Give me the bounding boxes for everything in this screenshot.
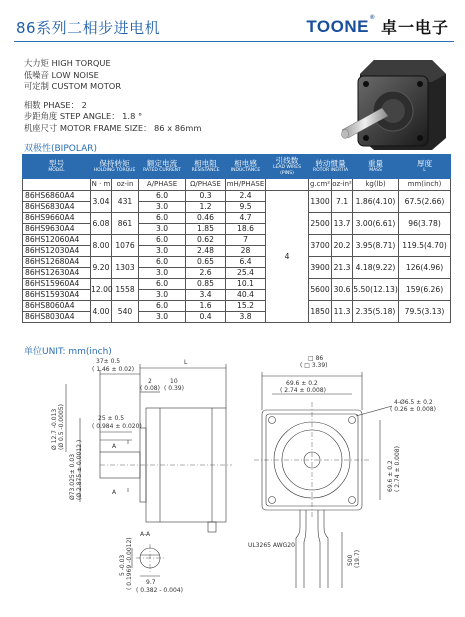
spec-table-header-row [23, 155, 451, 179]
dim-square-86-inch: ( □ 3.39) [300, 362, 328, 369]
cell-length: 119.5(4.70) [399, 235, 451, 257]
col-mass: 重量 MASS [353, 155, 399, 179]
unit-kg: kg(lb) [353, 179, 399, 191]
cell-resistance: 2.48 [186, 246, 226, 257]
drawing-unit-title: 单位UNIT: mm(inch) [24, 347, 112, 357]
dim-69-inch: ( 2.74 ± 0.008) [280, 387, 326, 394]
cell-length: 96(3.78) [399, 213, 451, 235]
cell-current: 6.0 [139, 213, 186, 224]
wire-spec: UL3265 AWG20 [248, 542, 295, 549]
cell-resistance: 1.2 [186, 202, 226, 213]
col-holding-torque: 保持转矩 HOLDING TORQUE [91, 155, 139, 179]
cell-resistance: 0.85 [186, 279, 226, 290]
cell-inductance: 28 [226, 246, 266, 257]
section-mark-a-bottom: A [112, 489, 117, 496]
cell-inductance: 6.4 [226, 257, 266, 268]
cell-current: 6.0 [139, 257, 186, 268]
cell-torque-ozin: 431 [112, 191, 139, 213]
cell-model: 86HS12060A4 [23, 235, 91, 246]
cell-resistance: 3.4 [186, 290, 226, 301]
spec-step-angle: 步距角度 STEP ANGLE： 1.8 ° [24, 111, 143, 121]
cell-inertia-ozin2: 7.1 [332, 191, 353, 213]
dimension-drawing [0, 352, 465, 617]
cell-torque-nm: 8.00 [91, 235, 112, 257]
dim-25-inch: ( 0.984 ± 0.020) [92, 423, 142, 430]
dim-25: 25 ± 0.5 [98, 415, 125, 422]
cell-model: 86HS9660A4 [23, 213, 91, 224]
dim-10-inch: ( 0.39) [164, 385, 184, 392]
cell-current: 3.0 [139, 268, 186, 279]
cell-resistance: 0.3 [186, 191, 226, 202]
cell-model: 86HS12030A4 [23, 246, 91, 257]
cell-inertia-ozin2: 21.3 [332, 257, 353, 279]
dim-69-vertical-inch: ( 2.74 ± 0.008) [394, 446, 401, 492]
table-row [23, 257, 451, 268]
cell-torque-nm: 3.04 [91, 191, 112, 213]
unit-inductance: mH/PHASE [226, 179, 266, 191]
cell-torque-ozin: 540 [112, 301, 139, 323]
cell-length: 159(6.26) [399, 279, 451, 301]
cell-mass: 4.18(9.22) [353, 257, 399, 279]
dim-2: 2 [148, 378, 152, 385]
dim-shaft: Ø 12.7 -0.013 [51, 408, 58, 450]
cell-model: 86HS6830A4 [23, 202, 91, 213]
cell-inductance: 40.4 [226, 290, 266, 301]
cell-inductance: 4.7 [226, 213, 266, 224]
cell-current: 3.0 [139, 312, 186, 323]
cell-inductance: 25.4 [226, 268, 266, 279]
cell-resistance: 0.65 [186, 257, 226, 268]
dim-10: 10 [170, 378, 178, 385]
cell-mass: 1.86(4.10) [353, 191, 399, 213]
cell-inertia-gcm2: 5600 [309, 279, 332, 301]
feature-custom: 可定制 CUSTOM MOTOR [24, 81, 122, 91]
col-model: 型号 MODEL [23, 155, 91, 179]
cell-inertia-ozin2: 13.7 [332, 213, 353, 235]
cell-inertia-gcm2: 3700 [309, 235, 332, 257]
page-header [0, 0, 465, 46]
cell-length: 67.5(2.66) [399, 191, 451, 213]
unit-current: A/PHASE [139, 179, 186, 191]
unit-model [23, 179, 91, 191]
feature-torque: 大力矩 HIGH TORQUE [24, 58, 111, 68]
cell-mass: 3.95(8.71) [353, 235, 399, 257]
section-mark-a-top: A [112, 443, 117, 450]
dim-37-inch: ( 1.46 ± 0.02) [92, 366, 135, 373]
dimension-labels [51, 355, 436, 594]
cell-length: 126(4.96) [399, 257, 451, 279]
motor-photo-image [336, 52, 452, 154]
cell-model: 86HS8060A4 [23, 301, 91, 312]
cell-length: 79.5(3.13) [399, 301, 451, 323]
dim-pilot: Ø73.025± 0.03 [69, 453, 76, 500]
dim-500-inch: (19.7) [354, 549, 361, 568]
spec-frame-size: 机座尺寸 MOTOR FRAME SIZE： 86 x 86mm [24, 122, 202, 133]
cell-model: 86HS8030A4 [23, 312, 91, 323]
col-resistance: 相电阻 RESISTANCE [186, 155, 226, 179]
table-row [23, 235, 451, 246]
cell-mass: 5.50(12.13) [353, 279, 399, 301]
dim-500: 500 [347, 554, 354, 566]
cell-current: 6.0 [139, 301, 186, 312]
dim-9-7: 9.7 [146, 579, 156, 586]
cell-model: 86HS15930A4 [23, 290, 91, 301]
unit-ozin: oz-in [112, 179, 139, 191]
table-row [23, 191, 451, 202]
brand-chinese-name: 卓一电子 [380, 18, 449, 37]
cell-torque-nm: 9.20 [91, 257, 112, 279]
cell-torque-nm: 12.00 [91, 279, 112, 301]
dim-5-inch: ( 0.1969 -0.0012) [126, 537, 133, 590]
cell-inertia-ozin2: 30.6 [332, 279, 353, 301]
dim-5: 5 -0.03 [119, 554, 126, 576]
bipolar-section-title: 双极性(BIPOLAR) [24, 144, 97, 154]
cell-inertia-gcm2: 3900 [309, 257, 332, 279]
cell-current: 6.0 [139, 235, 186, 246]
spec-table [22, 154, 451, 323]
brand-logo-text: TOONE [306, 16, 369, 36]
cell-torque-ozin: 1076 [112, 235, 139, 257]
cell-mass: 3.00(6.61) [353, 213, 399, 235]
dim-37: 37± 0.5 [96, 358, 121, 365]
cell-torque-ozin: 861 [112, 213, 139, 235]
dim-69-vertical: 69.6 ± 0.2 [387, 460, 394, 492]
col-lead-wires: 引线数 LEAD WIRES (PINS) [266, 155, 309, 179]
brand-registered-mark: ® [370, 14, 375, 21]
brand-logo [306, 14, 375, 37]
feature-list [24, 58, 201, 134]
cell-current: 3.0 [139, 290, 186, 301]
cell-inductance: 2.4 [226, 191, 266, 202]
cell-current: 3.0 [139, 202, 186, 213]
dim-9-7-inch: ( 0.382 - 0.004) [136, 587, 183, 594]
cell-current: 3.0 [139, 224, 186, 235]
cell-current: 3.0 [139, 246, 186, 257]
section-aa-label: A-A [140, 531, 151, 538]
feature-noise: 低噪音 LOW NOISE [24, 69, 99, 80]
cell-current: 6.0 [139, 191, 186, 202]
cell-inductance: 18.6 [226, 224, 266, 235]
dim-holes: 4-Ø6.5 ± 0.2 [394, 399, 433, 406]
unit-nm: N · m [91, 179, 112, 191]
dim-pilot-inch: (Ø 2.875 ± 0.0012 ) [76, 439, 83, 500]
cell-model: 86HS6860A4 [23, 191, 91, 202]
col-inductance: 相电感 INDUCTANCE [226, 155, 266, 179]
unit-mm: mm(inch) [399, 179, 451, 191]
cell-lead-wires: 4 [266, 191, 309, 323]
col-rotor-inertia: 转动惯量 ROTOR INERTIA [309, 155, 353, 179]
unit-ozin2: oz-in² [332, 179, 353, 191]
table-row [23, 301, 451, 312]
cell-resistance: 0.46 [186, 213, 226, 224]
dim-L: L [184, 359, 188, 366]
cell-inductance: 10.1 [226, 279, 266, 290]
table-row [23, 279, 451, 290]
cell-model: 86HS15960A4 [23, 279, 91, 290]
cell-inductance: 15.2 [226, 301, 266, 312]
cell-inertia-ozin2: 20.2 [332, 235, 353, 257]
spec-phase: 相数 PHASE： 2 [24, 99, 87, 110]
cell-torque-ozin: 1558 [112, 279, 139, 301]
cell-resistance: 2.6 [186, 268, 226, 279]
cell-inductance: 3.8 [226, 312, 266, 323]
cell-inertia-gcm2: 1300 [309, 191, 332, 213]
brand-logo-block [306, 15, 449, 38]
dim-69: 69.6 ± 0.2 [286, 380, 318, 387]
cell-torque-ozin: 1303 [112, 257, 139, 279]
cell-torque-nm: 6.08 [91, 213, 112, 235]
cell-inertia-gcm2: 1850 [309, 301, 332, 323]
unit-pins [266, 179, 309, 191]
cell-resistance: 0.4 [186, 312, 226, 323]
dim-square-86: □ 86 [308, 355, 324, 362]
page-title: 86系列二相步进电机 [16, 19, 161, 37]
cell-inertia-gcm2: 2500 [309, 213, 332, 235]
header-divider [14, 41, 454, 42]
spec-table-units-row [23, 179, 451, 191]
cell-inertia-ozin2: 11.3 [332, 301, 353, 323]
cell-inductance: 9.5 [226, 202, 266, 213]
dim-shaft-inch: (Ø 0.5 -0.0005) [58, 404, 65, 450]
cell-current: 6.0 [139, 279, 186, 290]
col-length: 厚度 L [399, 155, 451, 179]
unit-resistance: Ω/PHASE [186, 179, 226, 191]
cell-model: 86HS9630A4 [23, 224, 91, 235]
spec-table-body [23, 191, 451, 323]
dim-holes-inch: ( 0.26 ± 0.008) [390, 406, 436, 413]
unit-gcm2: g.cm² [309, 179, 332, 191]
cell-resistance: 1.6 [186, 301, 226, 312]
cell-mass: 2.35(5.18) [353, 301, 399, 323]
cell-resistance: 1.85 [186, 224, 226, 235]
cell-resistance: 0.62 [186, 235, 226, 246]
cell-model: 86HS12680A4 [23, 257, 91, 268]
table-row [23, 213, 451, 224]
cell-model: 86HS12630A4 [23, 268, 91, 279]
col-rated-current: 额定电流 RATED CURRENT [139, 155, 186, 179]
dim-2-inch: ( 0.08) [140, 385, 160, 392]
cell-inductance: 7 [226, 235, 266, 246]
cell-torque-nm: 4.00 [91, 301, 112, 323]
